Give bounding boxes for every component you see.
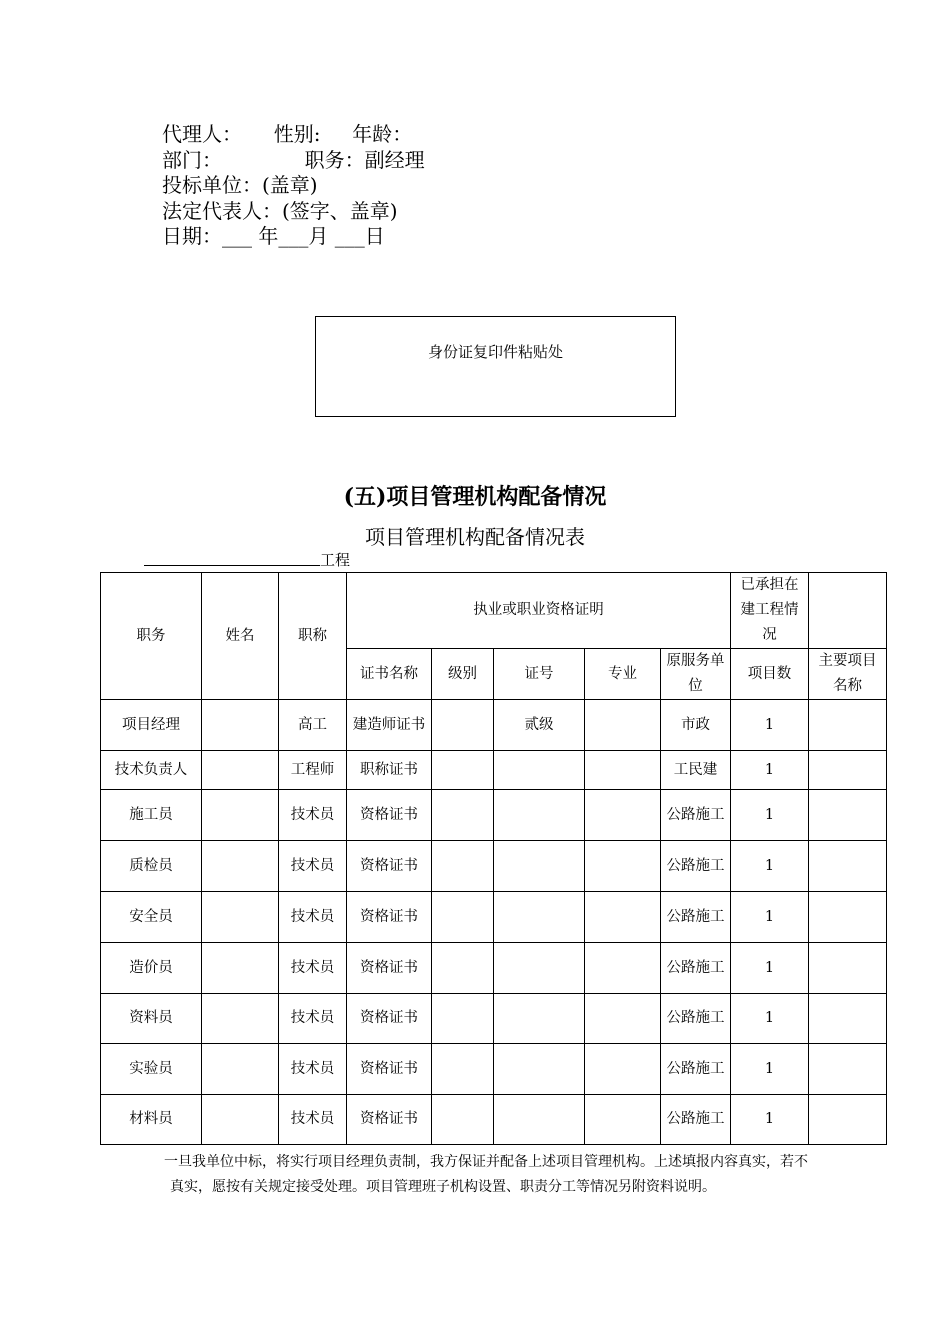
header-specialty: 专业 xyxy=(585,649,661,700)
cell-cert-no xyxy=(494,892,585,943)
header-main-projects: 主要项目名称 xyxy=(809,649,887,700)
authorization-info xyxy=(162,122,425,250)
cell-name xyxy=(202,751,279,790)
note-line-2: 真实，愿按有关规定接受处理。项目管理班子机构设置、职责分工等情况另附资料说明。 xyxy=(170,1179,716,1195)
cell-level xyxy=(432,700,494,751)
cell-prev-unit: 市政 xyxy=(661,700,731,751)
cell-specialty xyxy=(585,751,661,790)
header-qualification: 执业或职业资格证明 xyxy=(347,573,731,649)
header-project-count: 项目数 xyxy=(731,649,809,700)
cell-title: 技术员 xyxy=(279,943,347,994)
cell-specialty xyxy=(585,790,661,841)
cell-position: 质检员 xyxy=(101,841,202,892)
cell-project-count: 1 xyxy=(731,751,809,790)
cell-prev-unit: 公路施工 xyxy=(661,790,731,841)
table-row xyxy=(101,751,887,790)
cell-name xyxy=(202,994,279,1044)
cell-main-projects xyxy=(809,1095,887,1145)
cell-prev-unit: 公路施工 xyxy=(661,1095,731,1145)
cell-project-count: 1 xyxy=(731,892,809,943)
project-name-line xyxy=(144,549,350,570)
cell-cert-name: 资格证书 xyxy=(347,994,432,1044)
cell-project-count: 1 xyxy=(731,790,809,841)
id-copy-box xyxy=(315,316,676,417)
cell-prev-unit: 工民建 xyxy=(661,751,731,790)
table-row xyxy=(101,1044,887,1095)
header-cert-no: 证号 xyxy=(494,649,585,700)
cell-cert-name: 资格证书 xyxy=(347,790,432,841)
project-name-blank xyxy=(144,549,320,566)
cell-position: 材料员 xyxy=(101,1095,202,1145)
cell-cert-name: 资格证书 xyxy=(347,892,432,943)
department-line: 部门： 职务：副经理 xyxy=(162,147,425,172)
cell-title: 技术员 xyxy=(279,790,347,841)
cell-name xyxy=(202,1044,279,1095)
cell-name xyxy=(202,943,279,994)
cell-cert-no xyxy=(494,943,585,994)
cell-cert-no xyxy=(494,994,585,1044)
header-level: 级别 xyxy=(432,649,494,700)
cell-level xyxy=(432,1044,494,1095)
cell-title: 技术员 xyxy=(279,1044,347,1095)
cell-cert-name: 资格证书 xyxy=(347,841,432,892)
table-row xyxy=(101,1095,887,1145)
cell-level xyxy=(432,994,494,1044)
cell-position: 资料员 xyxy=(101,994,202,1044)
cell-main-projects xyxy=(809,700,887,751)
cell-title: 工程师 xyxy=(279,751,347,790)
cell-prev-unit: 公路施工 xyxy=(661,943,731,994)
cell-specialty xyxy=(585,1095,661,1145)
header-cert-name: 证书名称 xyxy=(347,649,432,700)
cell-main-projects xyxy=(809,751,887,790)
cell-main-projects xyxy=(809,892,887,943)
header-prev-unit: 原服务单位 xyxy=(661,649,731,700)
cell-cert-no xyxy=(494,790,585,841)
cell-prev-unit: 公路施工 xyxy=(661,841,731,892)
cell-cert-no xyxy=(494,1095,585,1145)
header-name: 姓名 xyxy=(202,573,279,700)
cell-level xyxy=(432,892,494,943)
cell-position: 实验员 xyxy=(101,1044,202,1095)
cell-level xyxy=(432,751,494,790)
staff-rows xyxy=(101,700,887,1145)
cell-main-projects xyxy=(809,943,887,994)
header-position: 职务 xyxy=(101,573,202,700)
commitment-note xyxy=(164,1150,884,1200)
legal-rep-line: 法定代表人：(签字、盖章) xyxy=(162,198,398,223)
cell-level xyxy=(432,790,494,841)
cell-main-projects xyxy=(809,1044,887,1095)
cell-specialty xyxy=(585,841,661,892)
cell-position: 安全员 xyxy=(101,892,202,943)
cell-cert-no xyxy=(494,751,585,790)
cell-title: 技术员 xyxy=(279,841,347,892)
table-row xyxy=(101,790,887,841)
cell-project-count: 1 xyxy=(731,841,809,892)
cell-name xyxy=(202,841,279,892)
cell-prev-unit: 公路施工 xyxy=(661,1044,731,1095)
cell-prev-unit: 公路施工 xyxy=(661,892,731,943)
table-row xyxy=(101,892,887,943)
header-blank xyxy=(809,573,887,649)
cell-prev-unit: 公路施工 xyxy=(661,994,731,1044)
table-row xyxy=(101,943,887,994)
cell-cert-name: 资格证书 xyxy=(347,1095,432,1145)
id-copy-label: 身份证复印件粘贴处 xyxy=(427,343,563,361)
table-row xyxy=(101,994,887,1044)
cell-cert-name: 职称证书 xyxy=(347,751,432,790)
cell-name xyxy=(202,700,279,751)
cell-specialty xyxy=(585,892,661,943)
table-title: 项目管理机构配备情况表 xyxy=(365,525,585,549)
cell-title: 技术员 xyxy=(279,892,347,943)
staff-table xyxy=(100,572,887,1145)
cell-cert-name: 建造师证书 xyxy=(347,700,432,751)
cell-cert-no: 贰级 xyxy=(494,700,585,751)
cell-cert-name: 资格证书 xyxy=(347,1044,432,1095)
project-suffix: 工程 xyxy=(320,551,351,569)
cell-specialty xyxy=(585,1044,661,1095)
cell-position: 项目经理 xyxy=(101,700,202,751)
cell-project-count: 1 xyxy=(731,1044,809,1095)
header-undertaken: 已承担在建工程情况 xyxy=(731,573,809,649)
cell-title: 技术员 xyxy=(279,994,347,1044)
cell-main-projects xyxy=(809,841,887,892)
cell-level xyxy=(432,841,494,892)
cell-specialty xyxy=(585,994,661,1044)
table-row xyxy=(101,700,887,751)
section-title: (五)项目管理机构配备情况 xyxy=(343,484,607,510)
cell-position: 技术负责人 xyxy=(101,751,202,790)
header-title: 职称 xyxy=(279,573,347,700)
cell-position: 施工员 xyxy=(101,790,202,841)
date-line: 日期：___ 年___月 ___日 xyxy=(162,224,385,248)
note-line-1: 一旦我单位中标，将实行项目经理负责制，我方保证并配备上述项目管理机构。上述填报内容真实，若不 xyxy=(164,1154,808,1170)
cell-name xyxy=(202,1095,279,1145)
cell-cert-no xyxy=(494,841,585,892)
cell-cert-no xyxy=(494,1044,585,1095)
cell-project-count: 1 xyxy=(731,1095,809,1145)
cell-specialty xyxy=(585,943,661,994)
bidder-line: 投标单位：(盖章) xyxy=(162,173,318,197)
agent-line: 代理人： 性别: 年龄： xyxy=(162,122,413,146)
cell-title: 高工 xyxy=(279,700,347,751)
cell-specialty xyxy=(585,700,661,751)
cell-name xyxy=(202,892,279,943)
cell-position: 造价员 xyxy=(101,943,202,994)
cell-level xyxy=(432,1095,494,1145)
cell-cert-name: 资格证书 xyxy=(347,943,432,994)
cell-level xyxy=(432,943,494,994)
cell-project-count: 1 xyxy=(731,994,809,1044)
cell-project-count: 1 xyxy=(731,943,809,994)
cell-title: 技术员 xyxy=(279,1095,347,1145)
cell-project-count: 1 xyxy=(731,700,809,751)
cell-main-projects xyxy=(809,790,887,841)
table-row xyxy=(101,841,887,892)
cell-main-projects xyxy=(809,994,887,1044)
cell-name xyxy=(202,790,279,841)
